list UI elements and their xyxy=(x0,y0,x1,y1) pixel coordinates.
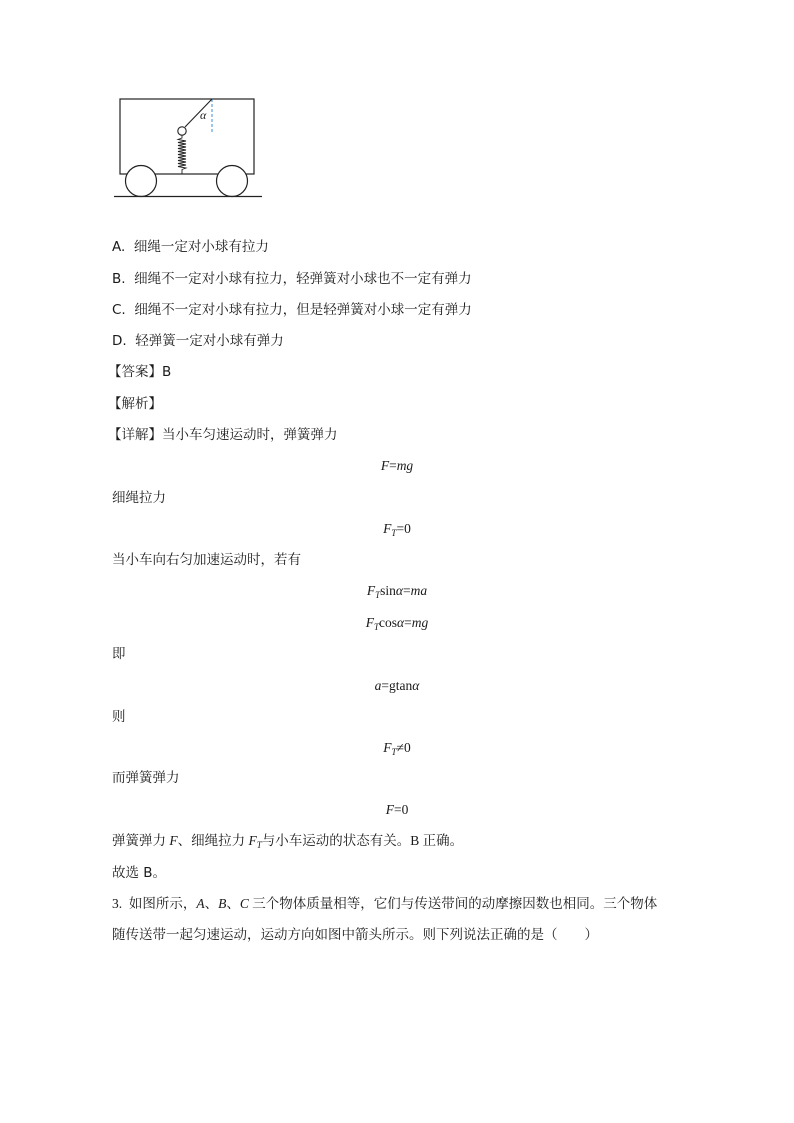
option-letter: A. xyxy=(112,239,126,255)
equation-1: F=mg xyxy=(380,458,414,473)
final-choice: 故选 B。 xyxy=(112,865,167,881)
equation-2: $F_T=0$ xyxy=(383,521,411,538)
option-letter: C. xyxy=(112,302,126,318)
cart-body xyxy=(120,99,254,174)
question-number: 3. xyxy=(112,896,123,911)
detail-intro xyxy=(108,426,338,444)
equation-7: F=0 xyxy=(385,802,409,817)
paragraph-rope-tension: 细绳拉力 xyxy=(112,490,166,506)
option-letter: B. xyxy=(112,271,126,287)
equation-3: $F_T\sin\alpha=ma$ xyxy=(366,583,428,600)
equation-4: $F_T\cos\alpha=mg$ xyxy=(365,615,429,632)
option-a xyxy=(112,238,269,256)
cart-diagram xyxy=(112,92,266,202)
option-text: 细绳一定对小球有拉力 xyxy=(133,239,269,255)
question-3-line-2: 随传送带一起匀速运动，运动方向如图中箭头所示。则下列说法正确的是（ ） xyxy=(112,927,598,943)
option-c xyxy=(112,301,472,319)
question-3-line-1: 3. 如图所示，A、B、C 三个物体质量相等，它们与传送带间的动摩擦因数也相同。三个物体 xyxy=(112,896,658,911)
equation-5: a=gtanα xyxy=(374,678,420,693)
option-d xyxy=(112,332,284,350)
answer-tag: 【答案】 xyxy=(108,364,162,380)
right-wheel xyxy=(217,166,248,197)
paragraph-acceleration: 当小车向右匀加速运动时，若有 xyxy=(112,552,301,568)
equation-6: $F_T\ne 0$ xyxy=(383,740,411,757)
detail-intro-text: 当小车匀速运动时，弹簧弹力 xyxy=(162,427,338,443)
spring xyxy=(178,135,186,174)
detail-tag: 【详解】 xyxy=(108,427,162,443)
option-text: 轻弹簧一定对小球有弹力 xyxy=(135,333,284,349)
paragraph-spring-force: 而弹簧弹力 xyxy=(112,770,180,786)
paragraph-ji: 即 xyxy=(112,646,126,662)
string xyxy=(185,99,212,127)
analysis-tag: 【解析】 xyxy=(108,396,162,412)
option-letter: D. xyxy=(112,333,127,349)
paragraph-ze: 则 xyxy=(112,709,126,725)
option-text: 细绳不一定对小球有拉力，但是轻弹簧对小球一定有弹力 xyxy=(134,302,472,318)
answer-line xyxy=(108,363,171,381)
option-b xyxy=(112,270,472,288)
answer-value: B xyxy=(162,364,172,380)
angle-label: α xyxy=(200,108,207,122)
conclusion-line: 弹簧弹力 F、细绳拉力 $F_T$与小车运动的状态有关。B 正确。 xyxy=(112,833,464,850)
left-wheel xyxy=(126,166,157,197)
ball xyxy=(178,127,186,135)
option-text: 细绳不一定对小球有拉力，轻弹簧对小球也不一定有弹力 xyxy=(134,271,472,287)
